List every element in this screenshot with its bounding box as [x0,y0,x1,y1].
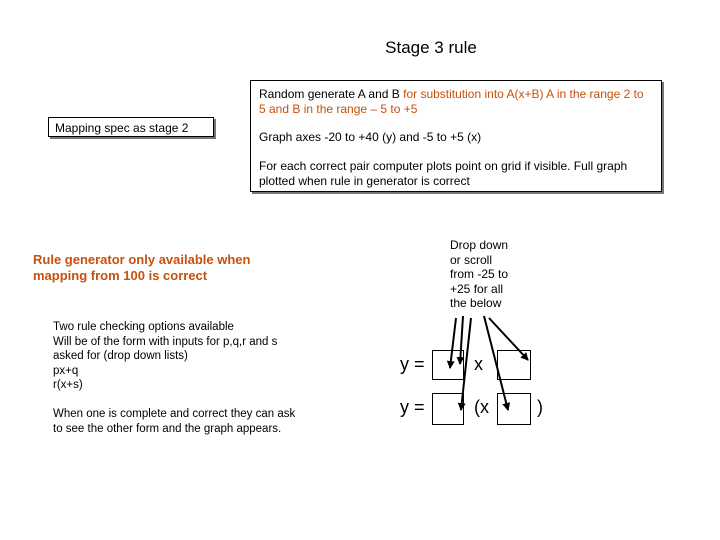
mapping-spec-box: Mapping spec as stage 2 [48,117,214,137]
dropdown-note: Drop down or scroll from -25 to +25 for all the below [450,238,509,310]
arrow-to-p-input [450,318,456,368]
spec-random-rest: for substitution into A(x+B) A in the range 2 to 5 and B in the range – 5 to +5 [259,87,644,116]
row2-close-paren: ) [537,397,543,417]
spec-random-lead: Random generate A and B [259,87,404,101]
row2-y-equals: y = [400,397,425,417]
complete-note: When one is complete and correct they can ask to see the other form and the graph appears. [53,408,296,435]
page-title: Stage 3 rule [385,38,477,57]
arrow-to-s-input [484,316,508,410]
arrow-to-q-input [489,318,528,360]
options-form1: px+q [53,364,79,377]
row1-x-label: x [474,354,483,374]
row2-open-paren-x: (x [474,397,489,417]
options-line2: Will be of the form with inputs for p,q,r and s asked for (drop down lists) [53,335,278,362]
options-line1: Two rule checking options available [53,321,234,333]
spec-graph-axes: Graph axes -20 to +40 (y) and -5 to +5 (x) [259,130,482,144]
options-form2: r(x+s) [53,379,83,391]
rule-generator-note: Rule generator only available when mapping from 100 is correct [33,252,251,283]
row1-y-equals: y = [400,354,425,374]
arrow-to-p-input-2 [460,316,463,364]
spec-plot-note: For each correct pair computer plots point on grid if visible. Full graph plotted when rule in generator is correct [259,159,628,188]
